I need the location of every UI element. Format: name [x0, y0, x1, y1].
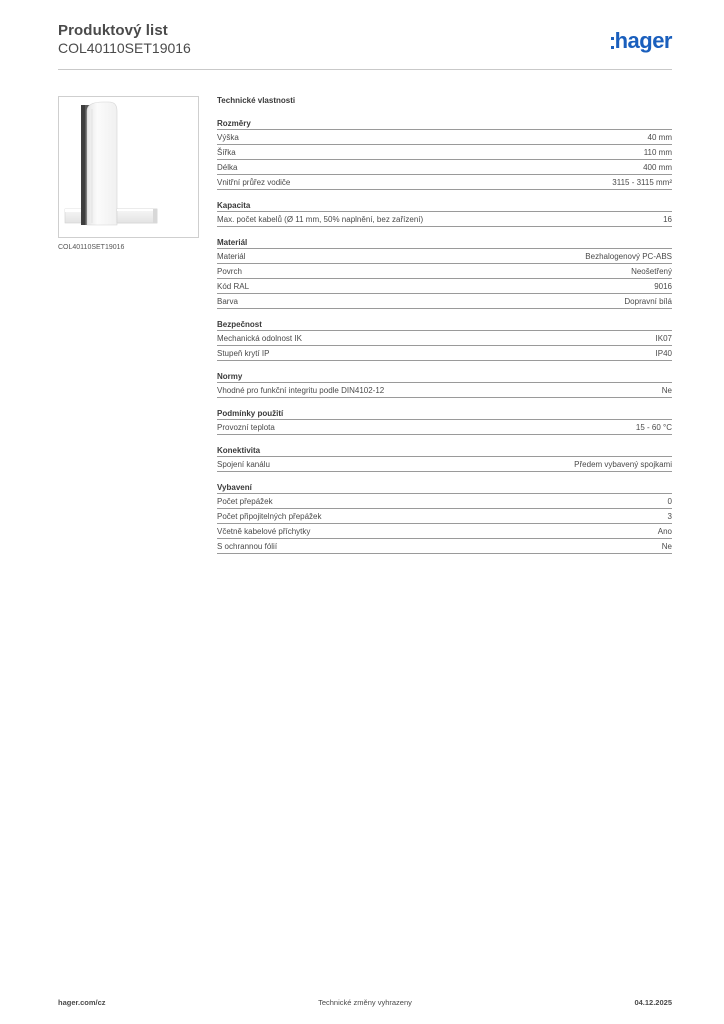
spec-section [217, 482, 672, 554]
spec-section [217, 200, 672, 227]
spec-row [217, 494, 672, 509]
spec-label: Kód RAL [217, 281, 250, 291]
spec-row [217, 264, 672, 279]
spec-row [217, 145, 672, 160]
spec-section [217, 408, 672, 435]
spec-label: Max. počet kabelů (Ø 11 mm, 50% naplnění, bez zařízení) [217, 214, 424, 224]
spec-label: Vhodné pro funkční integritu podle DIN4102-12 [217, 385, 385, 395]
section-title: Normy [217, 371, 672, 383]
spec-label: Vnitřní průřez vodiče [217, 177, 291, 187]
spec-value: Dopravní bílá [624, 296, 672, 306]
spec-value: 16 [663, 214, 672, 224]
section-title: Rozměry [217, 118, 672, 130]
spec-row [217, 294, 672, 309]
spec-value: Předem vybavený spojkami [574, 459, 672, 469]
cable-duct-illustration [59, 97, 198, 237]
spec-row [217, 175, 672, 190]
document-header [58, 22, 672, 70]
footer-website-link[interactable]: hager.com/cz [58, 998, 106, 1007]
spec-label: Šířka [217, 147, 236, 157]
spec-row [217, 346, 672, 361]
section-title: Kapacita [217, 200, 672, 212]
specs-title: Technické vlastnosti [217, 96, 296, 105]
spec-value: Ne [661, 385, 672, 395]
spec-value: 15 - 60 °C [635, 422, 672, 432]
logo-dots-icon [611, 37, 614, 49]
spec-label: Stupeň krytí IP [217, 348, 270, 358]
footer-notice: Technické změny vyhrazeny [318, 998, 412, 1007]
spec-value: Ano [657, 526, 672, 536]
spec-row [217, 279, 672, 294]
spec-row [217, 212, 672, 227]
spec-section [217, 118, 672, 190]
spec-label: Počet připojitelných přepážek [217, 511, 322, 521]
spec-row [217, 524, 672, 539]
spec-label: Spojení kanálu [217, 459, 270, 469]
section-title: Vybavení [217, 482, 672, 494]
spec-row [217, 160, 672, 175]
spec-value: 3115 - 3115 mm² [612, 177, 672, 187]
spec-label: Počet přepážek [217, 496, 273, 506]
spec-section [217, 445, 672, 472]
section-title: Podmínky použití [217, 408, 672, 420]
image-caption: COL40110SET19016 [58, 244, 125, 251]
spec-label: Délka [217, 162, 238, 172]
spec-value: Bezhalogenový PC-ABS [585, 251, 672, 261]
document-title: Produktový list [58, 22, 168, 39]
spec-label: Včetně kabelové příchytky [217, 526, 311, 536]
spec-row [217, 509, 672, 524]
spec-value: 400 mm [643, 162, 672, 172]
spec-value: 110 mm [643, 147, 672, 157]
spec-value: IP40 [655, 348, 672, 358]
spec-value: 9016 [654, 281, 672, 291]
spec-value: IK07 [655, 333, 672, 343]
spec-value: 40 mm [647, 132, 672, 142]
spec-section [217, 237, 672, 309]
spec-row [217, 457, 672, 472]
section-title: Bezpečnost [217, 319, 672, 331]
document-footer [58, 998, 672, 1010]
spec-row [217, 383, 672, 398]
section-title: Konektivita [217, 445, 672, 457]
spec-label: Povrch [217, 266, 242, 276]
spec-value: 3 [667, 511, 672, 521]
technical-specs [217, 96, 672, 554]
hager-logo [611, 28, 672, 54]
spec-label: S ochrannou fólií [217, 541, 278, 551]
spec-row [217, 331, 672, 346]
footer-date: 04.12.2025 [634, 998, 672, 1007]
product-image [58, 96, 199, 238]
spec-value: Ne [661, 541, 672, 551]
product-code: COL40110SET19016 [58, 40, 191, 56]
spec-row [217, 249, 672, 264]
section-title: Materiál [217, 237, 672, 249]
spec-sections [217, 118, 672, 554]
spec-row [217, 130, 672, 145]
spec-value: 0 [667, 496, 672, 506]
spec-label: Barva [217, 296, 238, 306]
logo-wordmark: hager [614, 28, 672, 53]
spec-value: Neošetřený [631, 266, 672, 276]
spec-label: Materiál [217, 251, 246, 261]
spec-row [217, 420, 672, 435]
spec-row [217, 539, 672, 554]
spec-label: Mechanická odolnost IK [217, 333, 302, 343]
spec-label: Provozní teplota [217, 422, 275, 432]
spec-section [217, 319, 672, 361]
spec-label: Výška [217, 132, 239, 142]
spec-section [217, 371, 672, 398]
